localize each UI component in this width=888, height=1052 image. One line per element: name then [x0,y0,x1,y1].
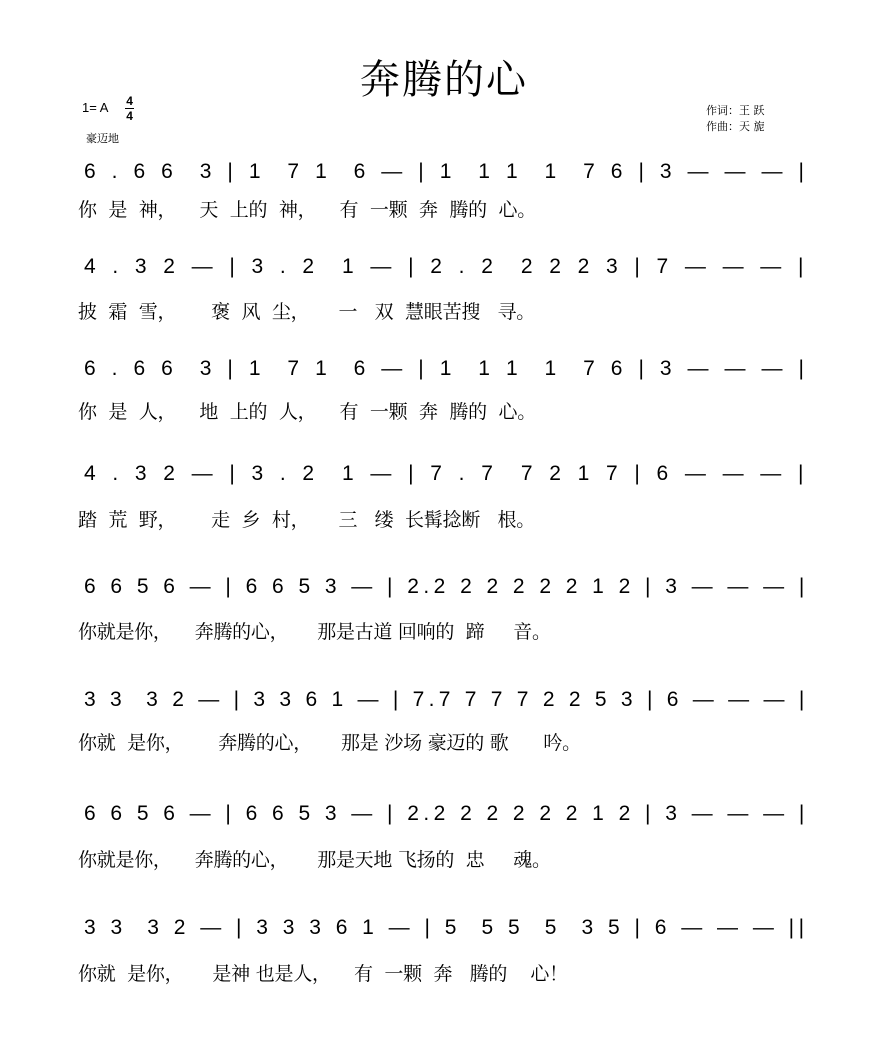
lyricist: 作词：王 跃 [706,104,765,117]
time-sig-bottom: 4 [126,109,133,123]
notation-row: 6 . 6 6 3 | 1 7 1 6 — | 1 1 1 1 7 6 | 3 — — — | [84,160,810,183]
song-title: 奔腾的心 [360,57,528,103]
lyrics-row: 踏 荒 野， 走 乡 村， 三 缕 长髯捻断 根。 [78,509,536,531]
composer: 作曲：天 旎 [706,120,765,133]
notation-row: 3 3 3 2 — | 3 3 3 6 1 — | 5 5 5 5 3 5 | 6 — — — || [84,916,809,939]
notation-row: 3 3 3 2 — | 3 3 6 1 — | 7.7 7 7 7 2 2 5 3 | 6 — — — | [84,688,809,711]
notation-row: 6 6 5 6 — | 6 6 5 3 — | 2.2 2 2 2 2 2 1 2 | 3 — — — | [84,575,809,598]
notation-row: 4 . 3 2 — | 3 . 2 1 — | 2 . 2 2 2 2 3 | 7 — — — | [84,255,809,278]
lyrics-row: 你就 是你， 是神 也是人， 有 一颗 奔 腾的 心！ [78,963,568,985]
lyrics-row: 你就是你， 奔腾的心， 那是天地 飞扬的 忠 魂。 [78,849,551,871]
lyrics-row: 你就是你， 奔腾的心， 那是古道 回响的 蹄 音。 [78,621,551,643]
notation-row: 6 . 6 6 3 | 1 7 1 6 — | 1 1 1 1 7 6 | 3 — — — | [84,357,810,380]
time-sig-top: 4 [126,94,133,108]
lyrics-row: 披 霜 雪， 褒 风 尘， 一 双 慧眼苦搜 寻。 [78,301,536,323]
lyrics-row: 你 是 人， 地 上的 人， 有 一颗 奔 腾的 心。 [78,401,536,423]
credits [706,103,765,135]
key-label: 1= A [82,99,108,115]
key-signature [82,94,134,123]
time-signature [125,94,134,123]
lyrics-row: 你就 是你， 奔腾的心， 那是 沙场 豪迈的 歌 吟。 [78,732,581,754]
notation-row: 6 6 5 6 — | 6 6 5 3 — | 2.2 2 2 2 2 2 1 2 | 3 — — — | [84,802,809,825]
tempo-marking: 豪迈地 [86,132,119,145]
notation-row: 4 . 3 2 — | 3 . 2 1 — | 7 . 7 7 2 1 7 | 6 — — — | [84,462,809,485]
lyrics-row: 你 是 神， 天 上的 神， 有 一颗 奔 腾的 心。 [78,199,536,221]
